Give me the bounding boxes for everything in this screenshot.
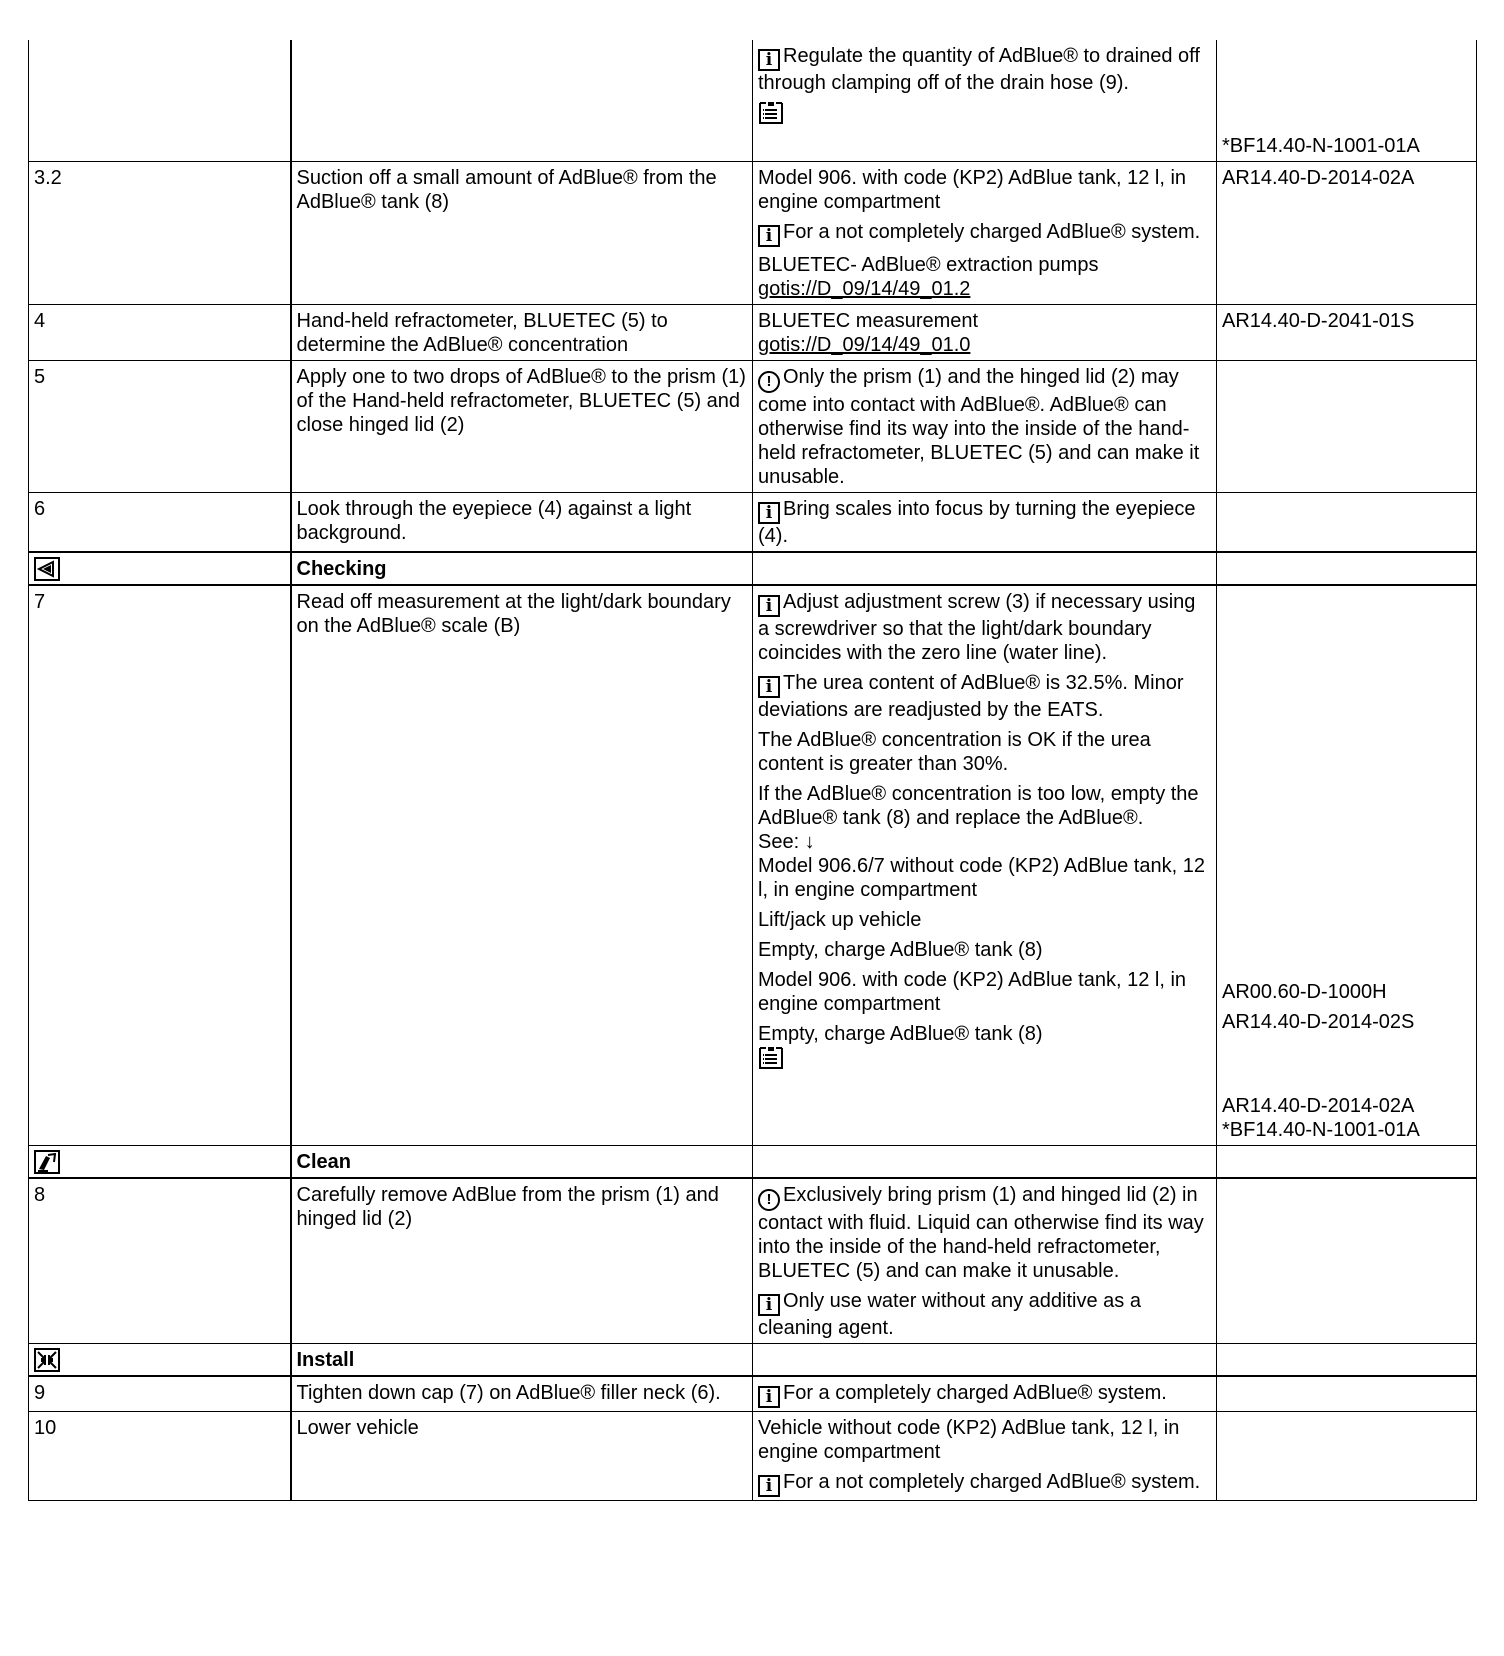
model-text: Model 906. with code (KP2) AdBlue tank, 12 l, in engine compartment [758,969,1187,1015]
gotis-link[interactable]: gotis://D_09/14/49_01.0 [758,334,971,356]
section-row [29,552,1477,585]
section-row [29,1146,1477,1179]
note-cell [753,361,1217,493]
warning-note: Only the prism (1) and the hinged lid (2) may come into contact with AdBlue®. AdBlue® can otherwise find its way into the inside of the hand-held refractometer, BLUETEC (5) and can make it unusable. [758,366,1200,488]
info-note: Regulate the quantity of AdBlue® to drained off through clamping off of the drain hose (9). [758,45,1200,94]
step-cell [29,40,291,162]
reference-cell [1217,1146,1477,1179]
note-cell [753,1146,1217,1179]
measurement-text: BLUETEC measurement [758,310,979,332]
reference-cell [1217,1178,1477,1344]
table-row [29,40,1477,162]
reference-cell [1217,40,1477,162]
section-title: Clean [291,1146,753,1179]
action-text: Read off measurement at the light/dark boundary on the AdBlue® scale (B) [291,585,753,1146]
info-icon: i [758,1294,780,1316]
document-icon [758,101,784,125]
action-text: Look through the eyepiece (4) against a light background. [291,493,753,553]
step-number: 3.2 [29,162,291,305]
gotis-link[interactable]: gotis://D_09/14/49_01.2 [758,278,971,300]
note-cell [753,585,1217,1146]
info-note: If the AdBlue® concentration is too low, empty the AdBlue® tank (8) and replace the AdBlue®. [758,783,1199,829]
table-row [29,361,1477,493]
table-row [29,305,1477,361]
table-row [29,1376,1477,1412]
reference-link[interactable]: AR14.40-D-2041-01S [1217,305,1477,361]
note-cell [753,1344,1217,1377]
reference-cell [1217,493,1477,553]
info-note: The AdBlue® concentration is OK if the urea content is greater than 30%. [758,729,1151,775]
reference-link[interactable]: AR14.40-D-2014-02A [1222,1095,1415,1117]
clean-icon [34,1150,60,1174]
install-icon [34,1348,60,1372]
document-icon [758,1046,784,1070]
step-number: 9 [29,1376,291,1412]
info-icon: i [758,595,780,617]
section-title: Install [291,1344,753,1377]
see-label: See: [758,831,800,853]
checking-icon [34,557,60,581]
info-icon: i [758,1475,780,1497]
empty-text: Empty, charge AdBlue® tank (8) [758,1023,1043,1045]
info-note: The urea content of AdBlue® is 32.5%. Minor deviations are readjusted by the EATS. [758,672,1184,721]
info-note: Only use water without any additive as a cleaning agent. [758,1290,1141,1339]
empty-text: Empty, charge AdBlue® tank (8) [758,939,1043,961]
info-icon: i [758,1386,780,1408]
action-cell [291,40,753,162]
reference-cell [1217,1412,1477,1501]
table-row [29,493,1477,553]
table-row [29,1178,1477,1344]
info-icon: i [758,225,780,247]
reference-cell [1217,1344,1477,1377]
model-text: Vehicle without code (KP2) AdBlue tank, 12 l, in engine compartment [758,1417,1180,1463]
note-cell [753,493,1217,553]
reference-cell [1217,361,1477,493]
reference-cell [1217,585,1477,1146]
action-text: Hand-held refractometer, BLUETEC (5) to determine the AdBlue® concentration [291,305,753,361]
section-icon-cell [29,552,291,585]
info-icon: i [758,49,780,71]
note-cell [753,162,1217,305]
reference-cell [1217,552,1477,585]
reference-link[interactable]: *BF14.40-N-1001-01A [1222,1119,1420,1141]
action-text: Carefully remove AdBlue from the prism (1) and hinged lid (2) [291,1178,753,1344]
info-note: For a not completely charged AdBlue® system. [783,1471,1201,1493]
step-number: 6 [29,493,291,553]
note-cell [753,1178,1217,1344]
reference-link[interactable]: AR00.60-D-1000H [1222,981,1387,1003]
info-icon: i [758,502,780,524]
info-icon: i [758,676,780,698]
table-row [29,1412,1477,1501]
info-note: For a completely charged AdBlue® system. [783,1382,1167,1404]
step-number: 7 [29,585,291,1146]
action-text: Apply one to two drops of AdBlue® to the prism (1) of the Hand-held refractometer, BLUETEC (5) and close hinged lid (2) [291,361,753,493]
section-icon-cell [29,1344,291,1377]
reference-link[interactable]: AR14.40-D-2014-02S [1222,1011,1415,1033]
reference-cell [1217,1376,1477,1412]
info-note: Adjust adjustment screw (3) if necessary using a screwdriver so that the light/dark boundary coincides with the zero line (water line). [758,591,1196,664]
action-text: Lower vehicle [291,1412,753,1501]
lift-text: Lift/jack up vehicle [758,909,922,931]
reference-link[interactable]: *BF14.40-N-1001-01A [1222,135,1420,157]
warning-icon: ! [758,371,780,393]
info-note: For a not completely charged AdBlue® system. [783,221,1201,243]
action-text: Tighten down cap (7) on AdBlue® filler neck (6). [291,1376,753,1412]
note-cell [753,1376,1217,1412]
model-text: Model 906.6/7 without code (KP2) AdBlue tank, 12 l, in engine compartment [758,855,1205,901]
section-icon-cell [29,1146,291,1179]
step-number: 8 [29,1178,291,1344]
model-text: Model 906. with code (KP2) AdBlue tank, 12 l, in engine compartment [758,167,1187,213]
step-number: 10 [29,1412,291,1501]
procedure-table [28,40,1477,1501]
action-text: Suction off a small amount of AdBlue® from the AdBlue® tank (8) [291,162,753,305]
info-note: Bring scales into focus by turning the eyepiece (4). [758,498,1196,547]
table-row [29,162,1477,305]
warning-note: Exclusively bring prism (1) and hinged lid (2) in contact with fluid. Liquid can otherwise find its way into the inside of the hand-held refractometer, BLUETEC (5) and can make it unusable. [758,1184,1204,1282]
note-cell [753,552,1217,585]
reference-link[interactable]: AR14.40-D-2014-02A [1217,162,1477,305]
section-title: Checking [291,552,753,585]
warning-icon: ! [758,1189,780,1211]
note-cell [753,305,1217,361]
note-cell [753,1412,1217,1501]
step-number: 5 [29,361,291,493]
table-row [29,585,1477,1146]
note-cell [753,40,1217,162]
pump-text: BLUETEC- AdBlue® extraction pumps [758,254,1099,276]
section-row [29,1344,1477,1377]
step-number: 4 [29,305,291,361]
arrow-down-icon[interactable]: ↓ [804,831,815,853]
